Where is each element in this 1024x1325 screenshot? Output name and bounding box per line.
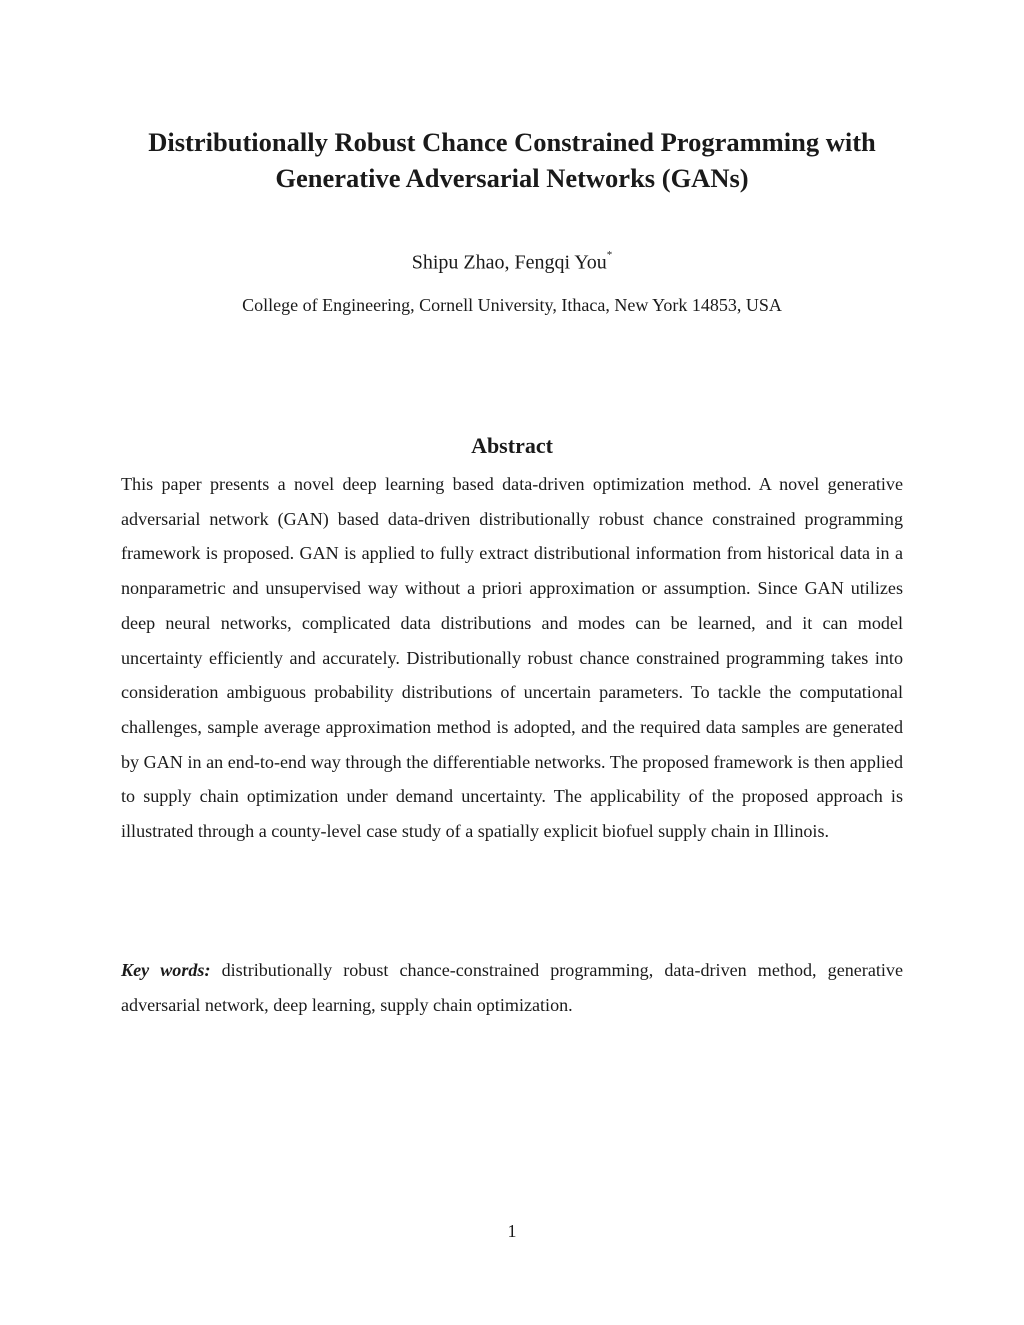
author-list: [0, 244, 1024, 277]
author-names: Shipu Zhao, Fengqi You: [411, 251, 607, 274]
paper-title-line-2: Generative Adversarial Networks (GANs): [275, 163, 749, 193]
keywords-paragraph: [121, 953, 903, 1022]
abstract-body: This paper presents a novel deep learning based data-driven optimization method. A novel generative adversarial network (GAN) based data-driven distributionally robust chance constrained programming framework is proposed. GAN is applied to fully extract distributional information from historical data in a nonparametric and unsupervised way without a priori approximation or assumption. Since GAN utilizes deep neural networks, complicated data distributions and modes can be learned, and it can model uncertainty efficiently and accurately. Distributionally robust chance constrained programming takes into consideration ambiguous probability distributions of uncertain parameters. To tackle the computational challenges, sample average approximation method is adopted, and the required data samples are generated by GAN in an end-to-end way through the differentiable networks. The proposed framework is then applied to supply chain optimization under demand uncertainty. The applicability of the proposed approach is illustrated through a county-level case study of a spatially explicit biofuel supply chain in Illinois.: [121, 474, 903, 842]
affiliation: College of Engineering, Cornell University, Ithaca, New York 14853, USA: [242, 295, 782, 315]
page-number: 1: [507, 1221, 517, 1241]
abstract-heading: Abstract: [471, 433, 553, 458]
keywords-text: distributionally robust chance-constrained programming, data-driven method, generative adversarial network, deep learning, supply chain optimization.: [121, 960, 903, 1015]
paper-title: [100, 124, 924, 196]
keywords-label: Key words:: [121, 960, 211, 980]
corresponding-author-mark: *: [606, 249, 613, 261]
paper-title-line-1: Distributionally Robust Chance Constrained Programming with: [148, 127, 876, 157]
